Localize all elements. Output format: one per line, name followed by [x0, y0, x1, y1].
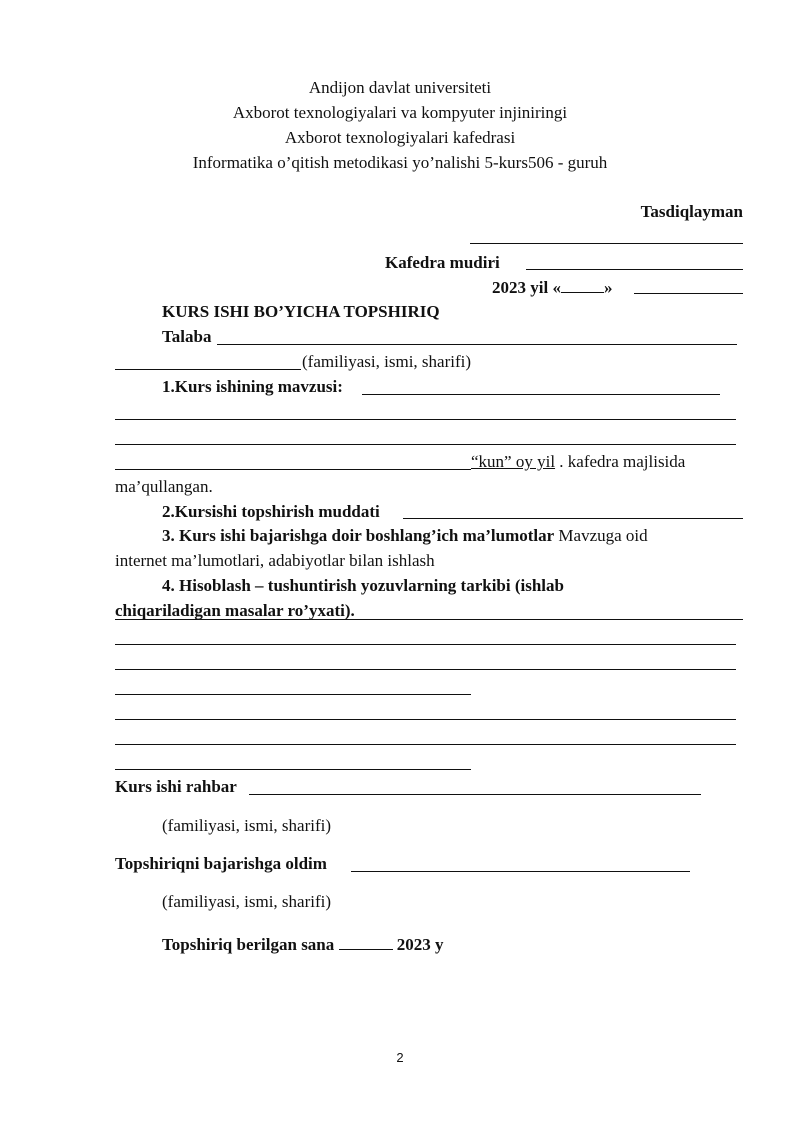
date-month-line	[634, 293, 743, 294]
head-signature-line	[526, 269, 743, 270]
university-name: Andijon davlat universiteti	[308, 78, 492, 97]
contents-line-6	[115, 744, 736, 745]
topic-line	[362, 394, 720, 395]
meeting-line	[471, 452, 685, 472]
department-name: Axborot texnologiyalari kafedrasi	[284, 128, 516, 147]
meeting-date-quote: “kun” oy yil	[471, 452, 556, 471]
student-name-hint: (familiyasi, ismi, sharifi)	[302, 352, 472, 371]
faculty-name: Axborot texnologiyalari va kompyuter injiniringi	[232, 103, 568, 122]
accepted-label: Topshiriqni bajarishga oldim	[115, 854, 327, 873]
topic-line-2	[115, 419, 736, 420]
student-line	[217, 344, 737, 345]
supervisor-label: Kurs ishi rahbar	[115, 777, 237, 796]
student-line-2	[115, 369, 301, 370]
date-year-label: 2023 yil «	[492, 278, 561, 297]
form-title: KURS ISHI BO’YICHA TOPSHIRIQ	[162, 302, 440, 321]
meeting-text: . kafedra majlisida	[555, 452, 686, 471]
date-day-blank	[561, 278, 604, 293]
initial-data-label: 3. Kurs ishi bajarishga doir boshlang’ich ma’lumotlar	[162, 526, 555, 545]
head-label: Kafedra mudiri	[385, 253, 500, 272]
accepted-line	[351, 871, 690, 872]
supervisor-line	[249, 794, 701, 795]
topic-line-3	[115, 444, 736, 445]
contents-line-1	[115, 619, 743, 620]
page-number: 2	[396, 1050, 404, 1065]
contents-line-2	[115, 644, 736, 645]
topic-label: 1.Kurs ishining mavzusi:	[162, 377, 343, 396]
issued-date	[162, 935, 444, 955]
issued-date-blank	[339, 935, 393, 950]
contents-line-7	[115, 769, 471, 770]
contents-label: 4. Hisoblash – tushuntirish yozuvlarning tarkibi (ishlab	[162, 576, 564, 595]
issued-year: 2023 y	[392, 935, 444, 954]
issued-label: Topshiriq berilgan sana	[162, 935, 335, 954]
approve-label: Tasdiqlayman	[640, 202, 743, 221]
supervisor-name-hint: (familiyasi, ismi, sharifi)	[162, 816, 332, 835]
date-close-label: »	[603, 278, 613, 297]
accepted-name-hint: (familiyasi, ismi, sharifi)	[162, 892, 332, 911]
contents-line-5	[115, 719, 736, 720]
initial-data-text-2: internet ma’lumotlari, adabiyotlar bilan ishlash	[115, 551, 435, 570]
contents-line-3	[115, 669, 736, 670]
contents-line-4	[115, 694, 471, 695]
student-label: Talaba	[162, 327, 212, 346]
initial-data-text: Mavzuga oid	[554, 526, 648, 545]
program-line: Informatika o’qitish metodikasi yo’nalishi 5-kurs506 - guruh	[192, 153, 608, 172]
topic-line-4	[115, 469, 471, 470]
deadline-line	[403, 518, 743, 519]
contents-label-2: chiqariladigan masalar ro’yxati).	[115, 601, 355, 620]
deadline-label: 2.Kursishi topshirish muddati	[162, 502, 380, 521]
initial-data-line	[162, 526, 648, 546]
approval-date	[492, 278, 612, 298]
approver-signature-line	[470, 243, 743, 244]
approved-text: ma’qullangan.	[115, 477, 213, 496]
